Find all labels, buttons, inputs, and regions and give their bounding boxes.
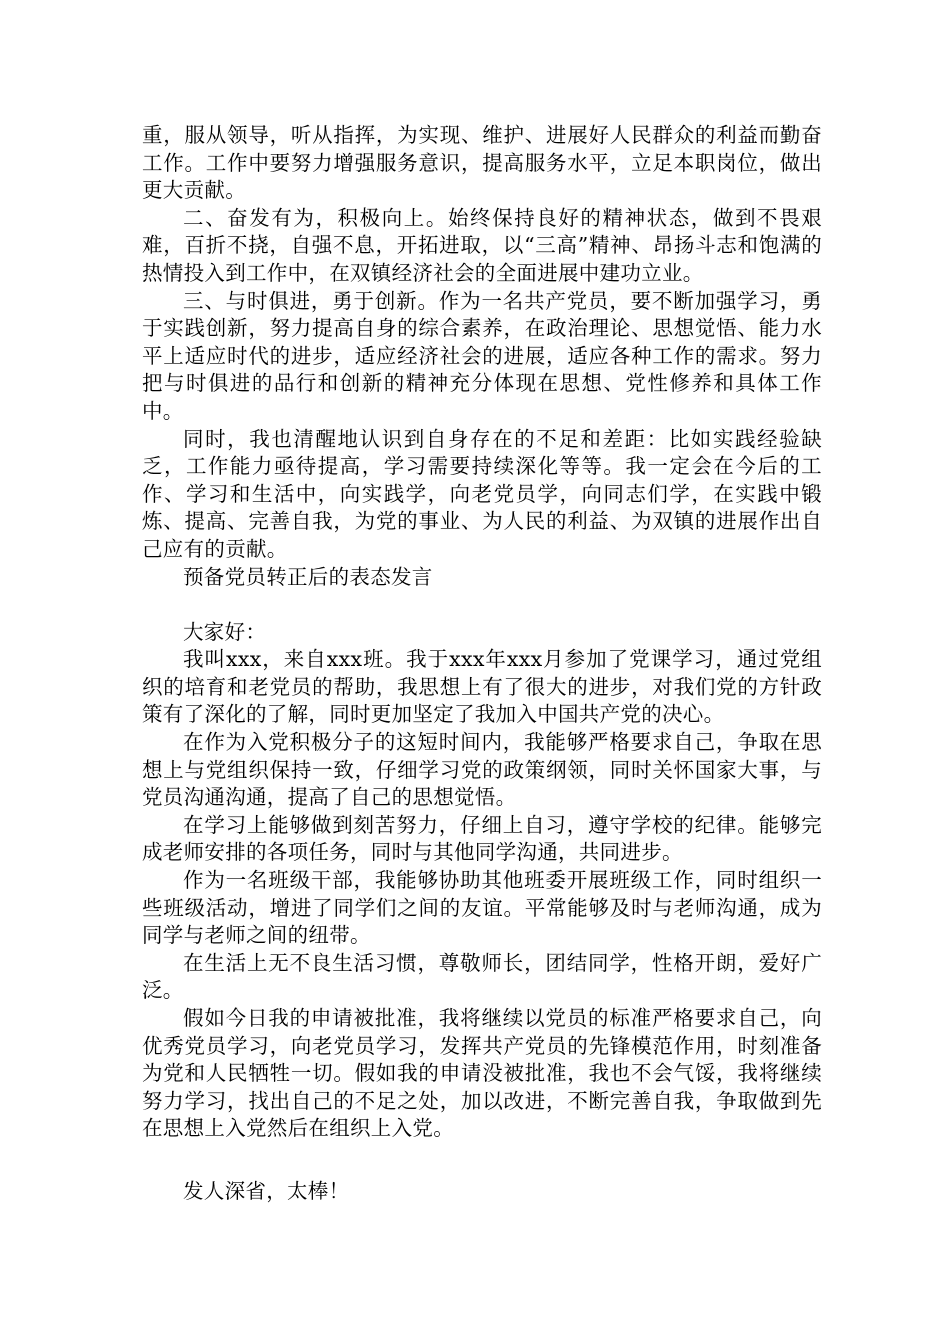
paragraph-continued: 重，服从领导，听从指挥，为实现、维护、进展好人民群众的利益而勤奋工作。工作中要努力增强服务意识，提高服务水平，立足本职岗位，做出更大贡献。 xyxy=(142,123,822,203)
document-page xyxy=(142,122,822,1206)
body-paragraph: 在学习上能够做到刻苦努力，仔细上自习，遵守学校的纪律。能够完成老师安排的各项任务，同时与其他同学沟通，共同进步。 xyxy=(142,812,822,865)
greeting: 大家好： xyxy=(183,619,267,644)
body-paragraph: 在生活上无不良生活习惯，尊敬师长，团结同学，性格开朗，爱好广泛。 xyxy=(142,950,822,1003)
body-paragraph: 在作为入党积极分子的这短时间内，我能够严格要求自己，争取在思想上与党组织保持一致，仔细学习党的政策纲领，同时关怀国家大事，与党员沟通沟通，提高了自己的思想觉悟。 xyxy=(142,730,822,810)
blank-line xyxy=(142,1143,822,1178)
body-paragraph: 假如今日我的申请被批准，我将继续以党员的标准严格要求自己，向优秀党员学习，向老党员学习，发挥共产党员的先锋模范作用，时刻准备为党和人民牺牲一切。假如我的申请没被批准，我也不会气馁，我将继续努力学习，找出自己的不足之处，加以改进，不断完善自我，争取做到先在思想上入党然后在组织上入党。 xyxy=(142,1006,822,1141)
paragraph-shortcomings: 同时，我也清醒地认识到自身存在的不足和差距：比如实践经验缺乏，工作能力亟待提高，学习需要持续深化等等。我一定会在今后的工作、学习和生活中，向实践学，向老党员学，向同志们学，在实践中锻炼、提高、完善自我，为党的事业、为人民的利益、为双镇的进展作出自己应有的贡献。 xyxy=(142,426,822,561)
body-paragraph: 作为一名班级干部，我能够协助其他班委开展班级工作，同时组织一些班级活动，增进了同学们之间的友谊。平常能够及时与老师沟通，成为同学与老师之间的纽带。 xyxy=(142,868,822,948)
paragraph-point-three: 三、与时俱进，勇于创新。作为一名共产党员，要不断加强学习，勇于实践创新，努力提高自身的综合素养，在政治理论、思想觉悟、能力水平上适应时代的进步，适应经济社会的进展，适应各种工作的需求。努力把与时俱进的品行和创新的精神充分体现在思想、党性修养和具体工作中。 xyxy=(142,288,822,423)
document-title: 预备党员转正后的表态发言 xyxy=(183,564,433,589)
paragraph-point-two: 二、奋发有为，积极向上。始终保持良好的精神状态，做到不畏艰难，百折不挠，自强不息，开拓进取，以“三高”精神、昂扬斗志和饱满的热情投入到工作中，在双镇经济社会的全面进展中建功立业。 xyxy=(142,205,822,285)
closing-remark: 发人深省，太棒！ xyxy=(183,1178,350,1203)
blank-line xyxy=(142,591,822,619)
body-paragraph: 我叫xxx，来自xxx班。我于xxx年xxx月参加了党课学习，通过党组织的培育和老党员的帮助，我思想上有了很大的进步，对我们党的方针政策有了深化的了解，同时更加坚定了我加入中国共产党的决心。 xyxy=(142,647,822,727)
